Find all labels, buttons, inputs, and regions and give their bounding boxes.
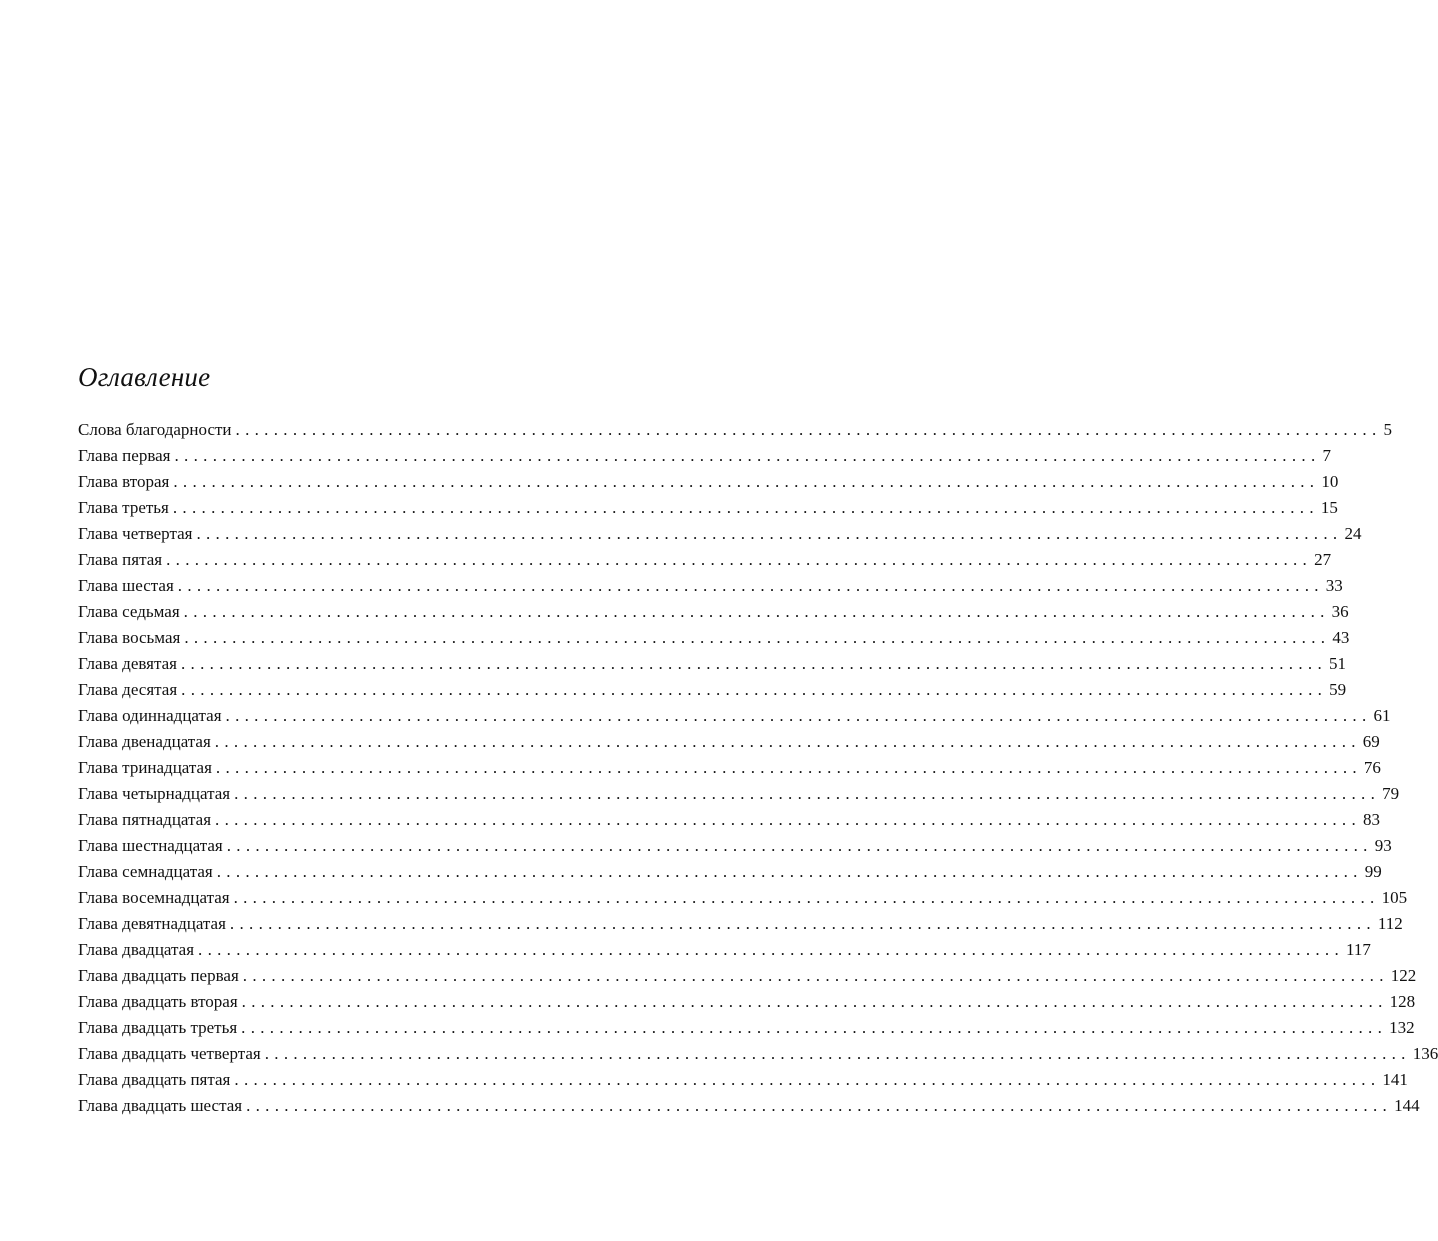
toc-entry xyxy=(78,547,1332,573)
toc-dot-leader: ........................................................................................................................ xyxy=(183,602,1330,621)
toc-entry-label: Глава пятнадцатая xyxy=(78,810,212,829)
toc-entry-label: Слова благодарности xyxy=(78,420,232,439)
table-of-contents xyxy=(78,417,1438,1119)
toc-dot-leader: ........................................................................................................................ xyxy=(174,446,1321,465)
toc-entry-page-number: 122 xyxy=(1390,966,1417,985)
toc-dot-leader: ........................................................................................................................ xyxy=(181,680,1328,699)
toc-entry-page-number: 132 xyxy=(1389,1018,1415,1037)
toc-entry-label: Глава пятая xyxy=(78,550,163,569)
toc-entry xyxy=(78,1015,1415,1041)
toc-entry-page-number: 128 xyxy=(1389,992,1416,1011)
toc-dot-leader: ........................................................................................................................ xyxy=(215,758,1362,777)
toc-entry-page-number: 36 xyxy=(1331,602,1349,621)
toc-entry-label: Глава седьмая xyxy=(78,602,180,621)
toc-entry xyxy=(78,807,1381,833)
toc-dot-leader: ........................................................................................................................ xyxy=(216,862,1363,881)
toc-dot-leader: ........................................................................................................................ xyxy=(166,550,1313,569)
toc-entry-label: Глава двадцать первая xyxy=(78,966,239,985)
toc-entry xyxy=(78,521,1362,547)
toc-entry xyxy=(78,755,1381,781)
toc-dot-leader: ........................................................................................................................ xyxy=(215,810,1362,829)
toc-dot-leader: ........................................................................................................................ xyxy=(229,914,1376,933)
toc-entry-label: Глава двадцать шестая xyxy=(78,1096,243,1115)
toc-entry-page-number: 93 xyxy=(1374,836,1392,855)
toc-entry xyxy=(78,911,1403,937)
toc-dot-leader: ........................................................................................................................ xyxy=(241,992,1388,1011)
toc-entry-label: Глава третья xyxy=(78,498,169,517)
toc-dot-leader: ........................................................................................................................ xyxy=(246,1096,1393,1115)
toc-entry-page-number: 7 xyxy=(1322,446,1331,465)
toc-entry-page-number: 51 xyxy=(1329,654,1346,673)
toc-dot-leader: ........................................................................................................................ xyxy=(233,888,1380,907)
toc-entry-page-number: 59 xyxy=(1329,680,1347,699)
toc-entry xyxy=(78,651,1346,677)
toc-entry-page-number: 136 xyxy=(1412,1044,1438,1063)
toc-entry-page-number: 79 xyxy=(1382,784,1400,803)
toc-entry xyxy=(78,885,1408,911)
toc-entry-label: Глава двадцать пятая xyxy=(78,1070,231,1089)
toc-dot-leader: ........................................................................................................................ xyxy=(234,1070,1381,1089)
toc-entry-page-number: 33 xyxy=(1325,576,1343,595)
toc-dot-leader: ........................................................................................................................ xyxy=(177,576,1324,595)
toc-entry-page-number: 15 xyxy=(1320,498,1338,517)
toc-entry-page-number: 99 xyxy=(1364,862,1382,881)
toc-entry xyxy=(78,469,1339,495)
toc-entry xyxy=(78,599,1349,625)
toc-dot-leader: ........................................................................................................................ xyxy=(226,836,1373,855)
toc-entry-page-number: 144 xyxy=(1394,1096,1420,1115)
toc-entry xyxy=(78,833,1392,859)
toc-entry-label: Глава двадцать вторая xyxy=(78,992,238,1011)
toc-entry xyxy=(78,443,1331,469)
toc-entry xyxy=(78,417,1393,443)
toc-entry-label: Глава двадцать четвертая xyxy=(78,1044,261,1063)
toc-entry xyxy=(78,495,1338,521)
toc-entry-page-number: 141 xyxy=(1382,1070,1408,1089)
toc-entry xyxy=(78,963,1417,989)
toc-entry-page-number: 105 xyxy=(1381,888,1408,907)
toc-entry-label: Глава четырнадцатая xyxy=(78,784,231,803)
toc-entry-label: Глава шестая xyxy=(78,576,174,595)
toc-entry-label: Глава вторая xyxy=(78,472,170,491)
toc-entry xyxy=(78,703,1391,729)
toc-entry xyxy=(78,989,1416,1015)
toc-entry xyxy=(78,677,1347,703)
toc-entry-page-number: 61 xyxy=(1373,706,1391,725)
toc-dot-leader: ........................................................................................................................ xyxy=(172,498,1319,517)
toc-entry xyxy=(78,625,1350,651)
toc-entry-label: Глава девятнадцатая xyxy=(78,914,226,933)
toc-entry xyxy=(78,937,1371,963)
toc-dot-leader: ........................................................................................................................ xyxy=(173,472,1320,491)
toc-entry-page-number: 76 xyxy=(1363,758,1381,777)
toc-entry-page-number: 69 xyxy=(1362,732,1380,751)
toc-entry-page-number: 5 xyxy=(1383,420,1393,439)
toc-entry-page-number: 112 xyxy=(1377,914,1403,933)
toc-entry-page-number: 117 xyxy=(1346,940,1371,959)
toc-entry-label: Глава тринадцатая xyxy=(78,758,212,777)
toc-entry-label: Глава четвертая xyxy=(78,524,193,543)
toc-dot-leader: ........................................................................................................................ xyxy=(234,784,1381,803)
toc-dot-leader: ........................................................................................................................ xyxy=(196,524,1343,543)
toc-entry-label: Глава двадцать третья xyxy=(78,1018,238,1037)
toc-dot-leader: ........................................................................................................................ xyxy=(214,732,1361,751)
toc-dot-leader: ........................................................................................................................ xyxy=(181,654,1327,673)
toc-dot-leader: ........................................................................................................................ xyxy=(235,420,1382,439)
toc-dot-leader: ........................................................................................................................ xyxy=(242,966,1389,985)
toc-entry xyxy=(78,1041,1438,1067)
toc-dot-leader: ........................................................................................................................ xyxy=(184,628,1331,647)
toc-title: Оглавление xyxy=(78,362,211,392)
toc-dot-leader: ........................................................................................................................ xyxy=(241,1018,1388,1037)
toc-entry-label: Глава восемнадцатая xyxy=(78,888,230,907)
toc-dot-leader: ........................................................................................................................ xyxy=(198,940,1345,959)
toc-entry-label: Глава одиннадцатая xyxy=(78,706,222,725)
toc-entry-page-number: 10 xyxy=(1321,472,1339,491)
toc-entry-label: Глава восьмая xyxy=(78,628,181,647)
toc-entry xyxy=(78,573,1343,599)
toc-dot-leader: ........................................................................................................................ xyxy=(225,706,1372,725)
toc-entry-label: Глава двадцатая xyxy=(78,940,195,959)
toc-entry xyxy=(78,1093,1420,1119)
toc-entry-label: Глава семнадцатая xyxy=(78,862,213,881)
toc-entry xyxy=(78,859,1382,885)
toc-entry-page-number: 27 xyxy=(1314,550,1332,569)
toc-entry-label: Глава девятая xyxy=(78,654,177,673)
toc-entry xyxy=(78,781,1400,807)
toc-entry-label: Глава первая xyxy=(78,446,171,465)
toc-entry-label: Глава двенадцатая xyxy=(78,732,211,751)
toc-entry-label: Глава десятая xyxy=(78,680,178,699)
toc-entry xyxy=(78,729,1380,755)
toc-entry-page-number: 83 xyxy=(1363,810,1381,829)
toc-entry xyxy=(78,1067,1408,1093)
toc-entry-label: Глава шестнадцатая xyxy=(78,836,223,855)
toc-entry-page-number: 24 xyxy=(1344,524,1362,543)
toc-entry-page-number: 43 xyxy=(1332,628,1350,647)
toc-dot-leader: ........................................................................................................................ xyxy=(264,1044,1411,1063)
